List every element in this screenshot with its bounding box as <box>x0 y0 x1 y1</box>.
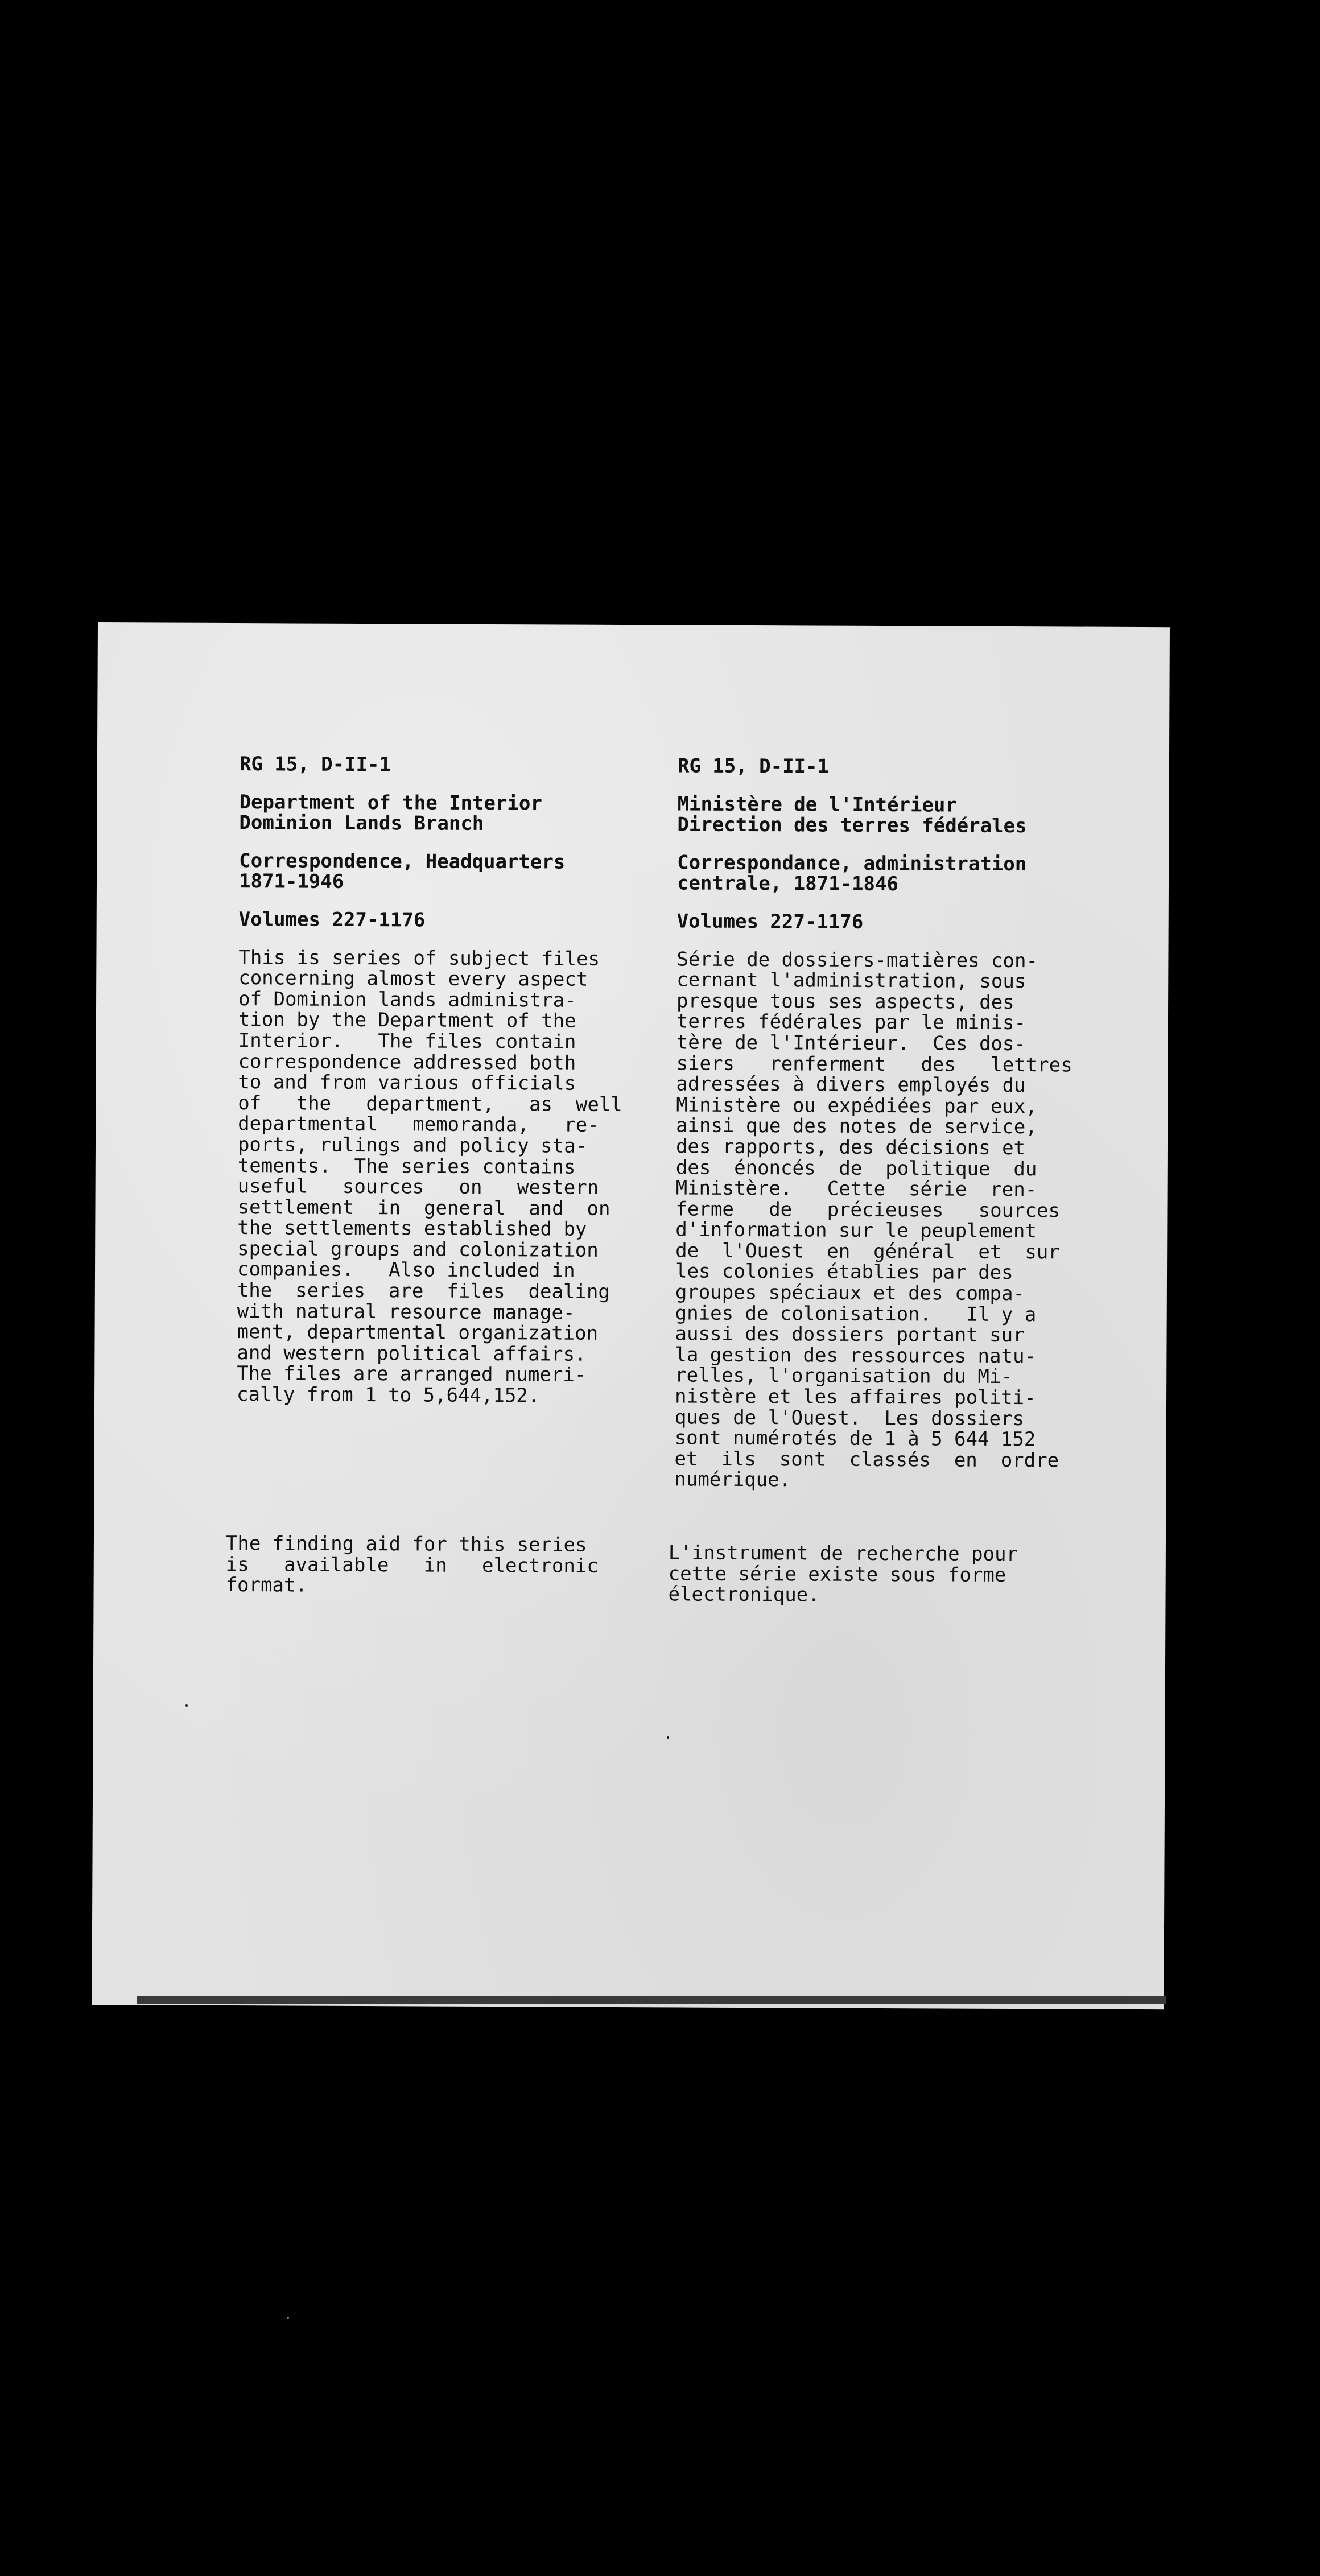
english-line: of Dominion lands administra- <box>238 987 576 1012</box>
english-note-line: The finding aid for this series <box>225 1531 587 1557</box>
english-line: correspondence addressed both <box>238 1050 576 1075</box>
english-line: This is series of subject files <box>238 946 600 971</box>
french-line: groupes spéciaux et des compa- <box>675 1281 1025 1306</box>
french-line: ferme de précieuses sources <box>675 1198 1061 1223</box>
speck <box>667 1736 669 1739</box>
french-volumes: Volumes 227-1176 <box>676 910 864 934</box>
english-line: tements. The series contains <box>237 1154 576 1179</box>
french-note-line: L'instrument de recherche pour <box>668 1541 1018 1566</box>
english-line: the settlements established by <box>237 1216 587 1241</box>
french-series-title-line-1: Correspondance, administration <box>677 851 1027 876</box>
document-page <box>92 622 1170 2009</box>
french-line: terres fédérales par le minis- <box>676 1010 1026 1035</box>
french-line: siers renferment des lettres <box>676 1051 1072 1077</box>
french-line: la gestion des ressources natu- <box>675 1343 1037 1368</box>
french-line: ques de l'Ouest. Les dossiers <box>674 1406 1025 1430</box>
speck <box>287 2317 289 2319</box>
french-line: gnies de colonisation. Il y a <box>675 1302 1037 1326</box>
english-line: departmental memoranda, re- <box>238 1112 599 1137</box>
french-line: sont numérotés de 1 à 5 644 152 <box>674 1426 1036 1451</box>
english-line: ports, rulings and policy sta- <box>237 1133 588 1158</box>
english-volumes: Volumes 227-1176 <box>238 908 426 932</box>
english-line: and western political affairs. <box>237 1341 587 1366</box>
french-reference: RG 15, D-II-1 <box>677 754 830 778</box>
french-description <box>674 948 1072 1492</box>
french-line: aussi des dossiers portant sur <box>675 1322 1025 1347</box>
french-note-line: électronique. <box>668 1583 820 1607</box>
french-finding-aid-note <box>668 1542 1067 1624</box>
english-series-title-line-2: 1871-1946 <box>238 870 344 894</box>
french-column <box>674 754 1072 1509</box>
english-creator <box>239 792 620 835</box>
english-line: with natural resource manage- <box>237 1299 575 1324</box>
french-line: tère de l'Intérieur. Ces dos- <box>676 1031 1026 1056</box>
french-series-title <box>677 852 1064 895</box>
french-line: de l'Ouest en général et sur <box>675 1239 1060 1264</box>
english-finding-aid-note <box>225 1533 624 1615</box>
french-line: des énoncés de politique du <box>675 1155 1037 1180</box>
french-creator <box>677 794 1064 837</box>
page-bottom-shadow <box>137 1996 1166 2004</box>
french-note-line: cette série existe sous forme <box>668 1562 1006 1587</box>
english-line: cally from 1 to 5,644,152. <box>236 1383 540 1407</box>
french-line: Série de dossiers-matières con- <box>676 948 1038 972</box>
english-note-line: is available in electronic <box>225 1553 599 1578</box>
english-description <box>237 947 620 1407</box>
french-creator-line-1: Ministère de l'Intérieur <box>677 792 957 817</box>
english-line: ment, departmental organization <box>237 1320 599 1345</box>
english-creator-line-2: Dominion Lands Branch <box>239 811 484 836</box>
french-line: d'information sur le peuplement <box>675 1218 1037 1243</box>
english-line: to and from various officials <box>238 1071 576 1095</box>
english-line: special groups and colonization <box>237 1237 599 1262</box>
french-line: relles, l'organisation du Mi- <box>675 1364 1013 1389</box>
french-line: Ministère ou expédiées par eux, <box>676 1093 1037 1118</box>
english-line: Interior. The files contain <box>238 1029 576 1054</box>
french-line: les colonies établies par des <box>675 1260 1013 1285</box>
english-line: settlement in general and on <box>237 1195 610 1220</box>
english-series-title <box>239 851 620 894</box>
french-line: numérique. <box>674 1468 791 1492</box>
english-line: the series are files dealing <box>237 1279 610 1303</box>
french-line: et ils sont classés en ordre <box>674 1447 1059 1472</box>
english-line: useful sources on western <box>237 1175 599 1199</box>
speck <box>185 1704 188 1707</box>
french-series-title-line-2: centrale, 1871-1846 <box>676 872 899 896</box>
french-line: ainsi que des notes de service, <box>676 1114 1037 1139</box>
english-line: The files are arranged numeri- <box>237 1362 587 1387</box>
english-reference: RG 15, D-II-1 <box>239 753 391 777</box>
french-line: adressées à divers employés du <box>676 1072 1026 1097</box>
french-creator-line-2: Direction des terres fédérales <box>677 813 1027 838</box>
english-column <box>237 754 621 1424</box>
french-line: Ministère. Cette série ren- <box>675 1176 1037 1202</box>
french-line: cernant l'administration, sous <box>676 968 1026 993</box>
english-line: tion by the Department of the <box>238 1008 576 1033</box>
english-line: companies. Also included in <box>237 1258 575 1283</box>
french-line: nistère et les affaires politi- <box>674 1385 1036 1410</box>
english-line: of the department, as well <box>238 1091 622 1116</box>
english-series-title-line-1: Correspondence, Headquarters <box>239 849 566 874</box>
french-line: presque tous ses aspects, des <box>676 989 1014 1014</box>
french-line: des rapports, des décisions et <box>675 1135 1026 1160</box>
english-line: concerning almost every aspect <box>238 967 588 991</box>
english-creator-line-1: Department of the Interior <box>239 790 542 815</box>
english-note-line: format. <box>225 1574 308 1597</box>
